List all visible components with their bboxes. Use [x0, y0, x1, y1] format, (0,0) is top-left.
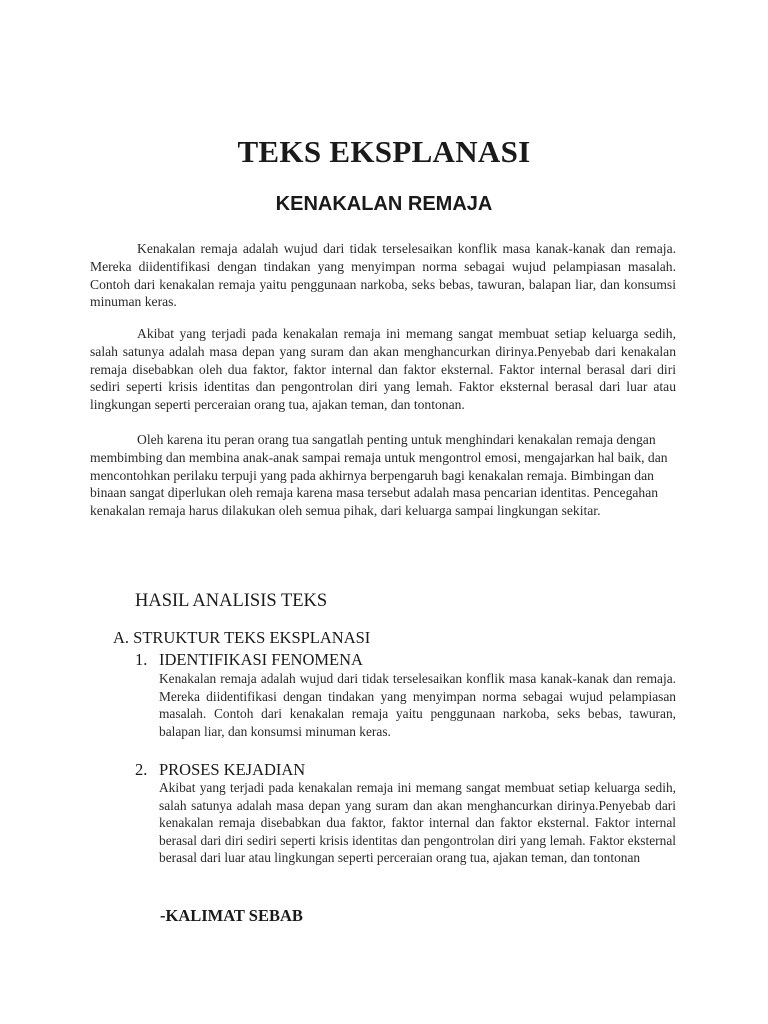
document-subtitle: KENAKALAN REMAJA	[275, 193, 493, 215]
item-2-text: Akibat yang terjadi pada kenakalan remaja ini memang sangat membuat setiap keluarga sedih, salah satunya adalah masa depan yang suram dan akan menghancurkan dirinya.Penyebab dari kenakalan remaja disebabkan dua faktor, faktor internal dan faktor eksternal. Faktor internal berasal dari diri sediri seperti krisis identitas dan pengontrolan diri yang lemah. Faktor eksternal berasal dari luar atau lingkungan seperti perceraian orang tua, ajakan teman, dan tontonan	[159, 780, 676, 866]
item-1-number: 1.	[135, 650, 148, 669]
document-title: TEKS EKSPLANASI	[237, 134, 531, 169]
item-1-heading	[135, 650, 363, 670]
item-2-number: 2.	[135, 760, 148, 779]
item-1-title: IDENTIFIKASI FENOMENA	[159, 650, 363, 669]
analysis-heading: HASIL ANALISIS TEKS	[135, 591, 328, 611]
paragraph-1: Kenakalan remaja adalah wujud dari tidak terselesaikan konflik masa kanak-kanak dan remaja. Mereka diidentifikasi dengan tindakan yang menyimpan norma sebagai wujud pelampiasan masalah. Contoh dari kenakalan remaja yaitu penggunaan narkoba, seks bebas, tawuran, balapan liar, dan konsumsi minuman keras.	[90, 241, 676, 310]
paragraph-3: Oleh karena itu peran orang tua sangatlah penting untuk menghindari kenakalan remaja dengan membimbing dan membina anak-anak sampai remaja untuk mengontrol emosi, mengajarkan hal baik, dan mencontohkan perilaku terpuji yang pada akhirnya berpengaruh bagi kenakalan remaja. Bimbingan dan binaan sangat diperlukan oleh remaja karena masa tersebut adalah masa pencarian identitas. Pencegahan kenakalan remaja harus dilakukan oleh semua pihak, dari keluarga sampai lingkungan sekitar.	[90, 432, 668, 519]
item-2-heading	[135, 760, 305, 780]
item-2-title: PROSES KEJADIAN	[159, 760, 306, 779]
paragraph-2: Akibat yang terjadi pada kenakalan remaja ini memang sangat membuat setiap keluarga sedih, salah satunya adalah masa depan yang suram dan akan menghancurkan dirinya.Penyebab dari kenakalan remaja disebabkan oleh dua faktor, faktor internal dan faktor eksternal. Faktor internal berasal dari diri sediri seperti krisis identitas dan pengontrolan diri yang lemah. Faktor eksternal berasal dari luar atau lingkungan seperti perceraian orang tua, ajakan teman, dan tontonan.	[90, 326, 676, 413]
item-1-text: Kenakalan remaja adalah wujud dari tidak terselesaikan konflik masa kanak-kanak dan remaja. Mereka diidentifikasi dengan tindakan yang menyimpan norma sebagai wujud pelampiasan masalah. Contoh dari kenakalan remaja yaitu penggunaan narkoba, seks bebas, tawuran, balapan liar, dan konsumsi minuman keras.	[159, 671, 676, 739]
kalimat-sebab-heading: -KALIMAT SEBAB	[160, 906, 303, 925]
section-a-heading: A. STRUKTUR TEKS EKSPLANASI	[113, 628, 371, 647]
